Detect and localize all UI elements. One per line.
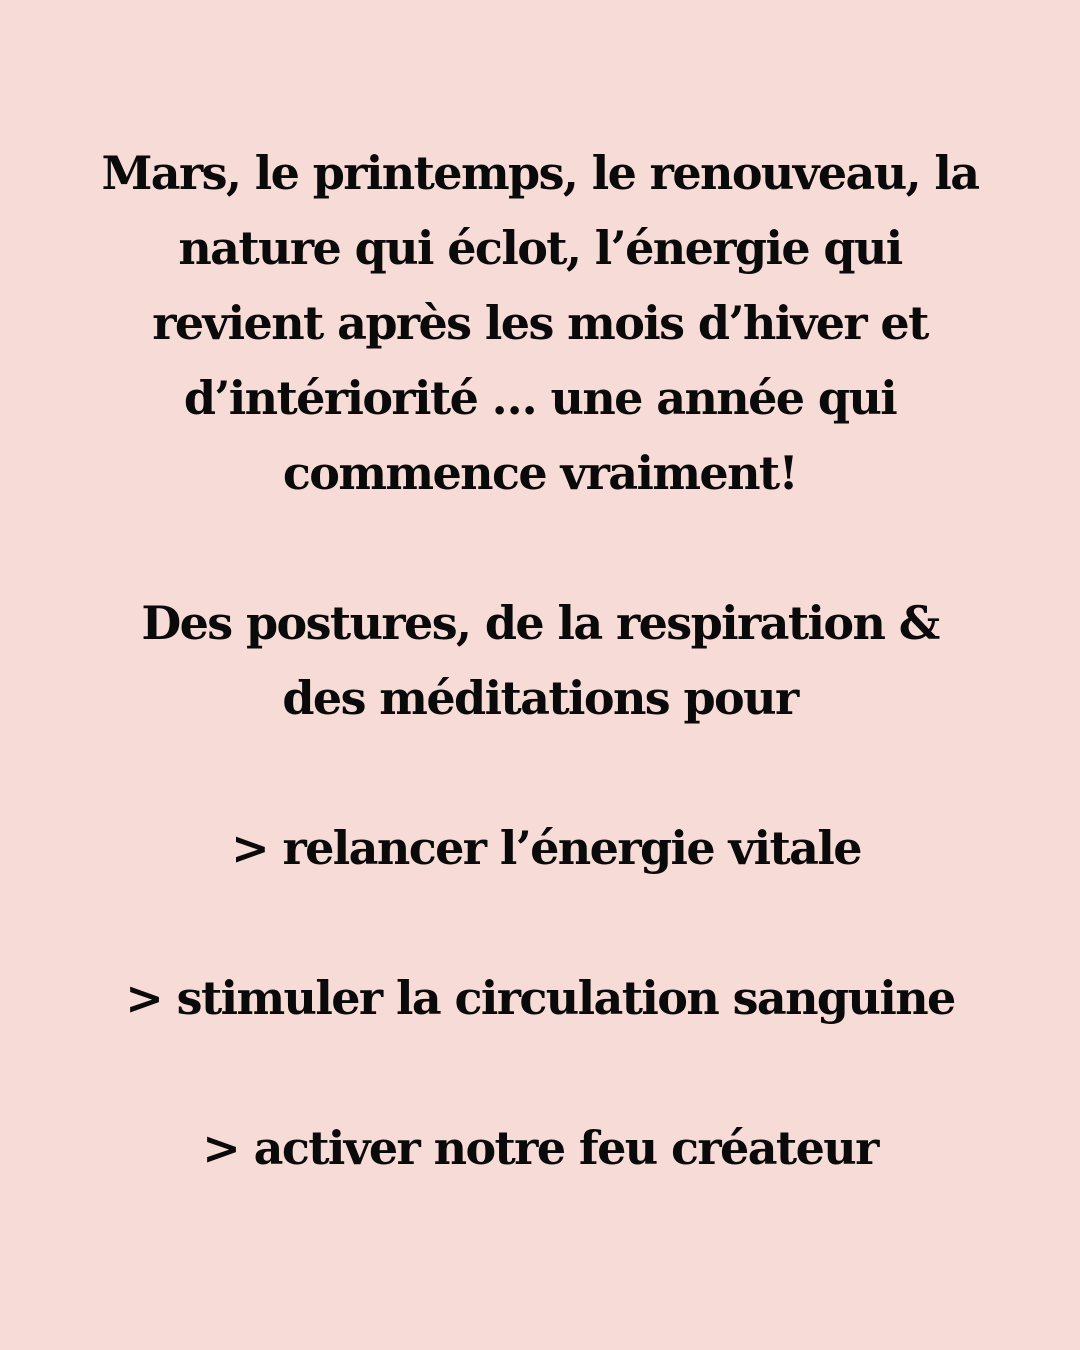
bullet-item — [0, 961, 1080, 1036]
intro-line: nature qui éclot, l’énergie qui — [178, 221, 902, 275]
intro-paragraph — [0, 136, 1080, 511]
intro-line: revient après les mois d’hiver et — [152, 296, 928, 350]
lead-paragraph — [0, 586, 1080, 736]
lead-line: Des postures, de la respiration & — [141, 596, 939, 650]
bullet-marker-icon: > — [202, 1121, 240, 1175]
bullet-text: activer notre feu créateur — [253, 1121, 878, 1175]
bullet-text: relancer l’énergie vitale — [282, 821, 861, 875]
bullet-item — [0, 811, 1080, 886]
intro-line: Mars, le printemps, le renouveau, la — [101, 146, 979, 200]
bullet-text: stimuler la circulation sanguine — [176, 971, 955, 1025]
bullet-item — [0, 1111, 1080, 1186]
intro-line: commence vraiment! — [282, 446, 798, 500]
bullet-marker-icon: > — [125, 971, 163, 1025]
intro-line: d’intériorité … une année qui — [183, 371, 897, 425]
bullet-marker-icon: > — [231, 821, 269, 875]
lead-line: des méditations pour — [282, 671, 798, 725]
